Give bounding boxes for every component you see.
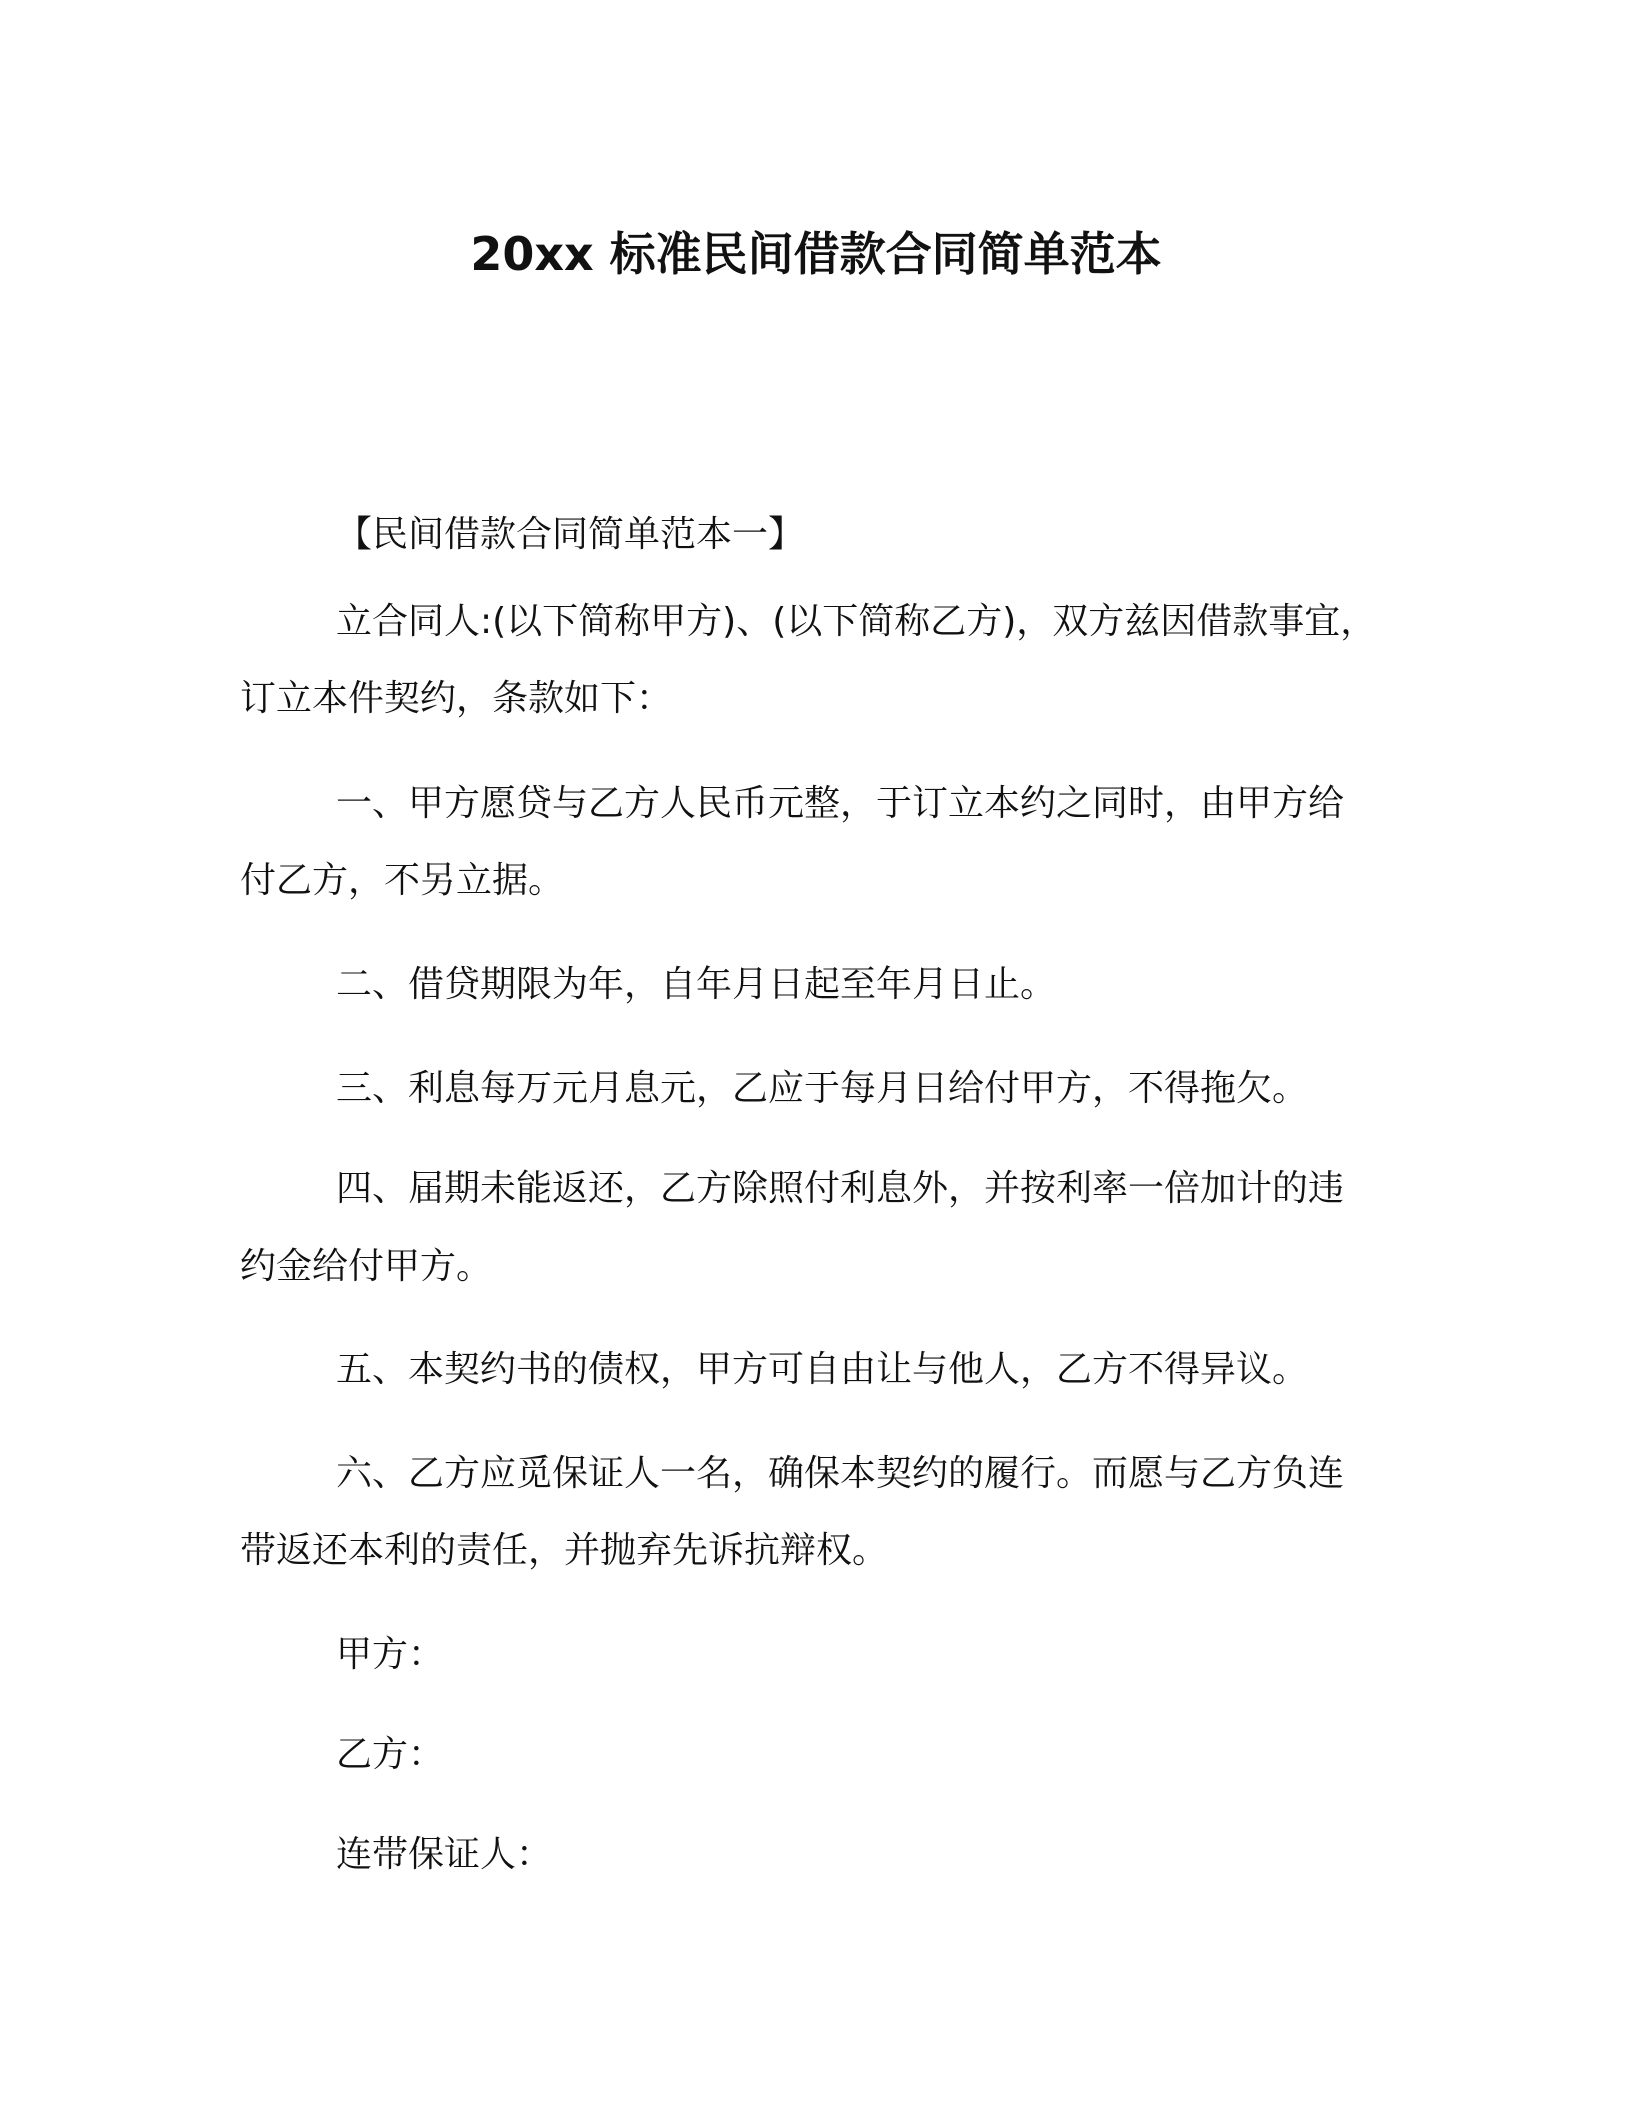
clause-1-line-1: 一、甲方愿贷与乙方人民币元整，于订立本约之同时，由甲方给 [336, 783, 1345, 824]
party-a-signature-label: 甲方： [336, 1634, 445, 1675]
clause-4-line-1: 四、届期未能返还，乙方除照付利息外，并按利率一倍加计的违 [336, 1168, 1345, 1209]
document-title: 20xx 标准民间借款合同简单范本 [470, 227, 1162, 281]
intro-line-2: 订立本件契约，条款如下： [240, 678, 673, 719]
clause-1-line-2: 付乙方，不另立据。 [240, 860, 565, 901]
clause-6-line-1: 六、乙方应觅保证人一名，确保本契约的履行。而愿与乙方负连 [336, 1453, 1345, 1494]
guarantor-signature-label: 连带保证人： [336, 1834, 553, 1875]
party-b-signature-label: 乙方： [336, 1734, 445, 1775]
intro-line-1: 立合同人:(以下简称甲方)、(以下简称乙方)，双方兹因借款事宜， [336, 601, 1377, 642]
clause-2-line-1: 二、借贷期限为年，自年月日起至年月日止。 [336, 964, 1057, 1005]
clause-4-line-2: 约金给付甲方。 [240, 1246, 493, 1287]
clause-6-line-2: 带返还本利的责任，并抛弃先诉抗辩权。 [240, 1530, 889, 1571]
section-heading: 【民间借款合同简单范本一】 [336, 514, 805, 555]
clause-5-line-1: 五、本契约书的债权，甲方可自由让与他人，乙方不得异议。 [336, 1349, 1309, 1390]
clause-3-line-1: 三、利息每万元月息元，乙应于每月日给付甲方，不得拖欠。 [336, 1068, 1309, 1109]
